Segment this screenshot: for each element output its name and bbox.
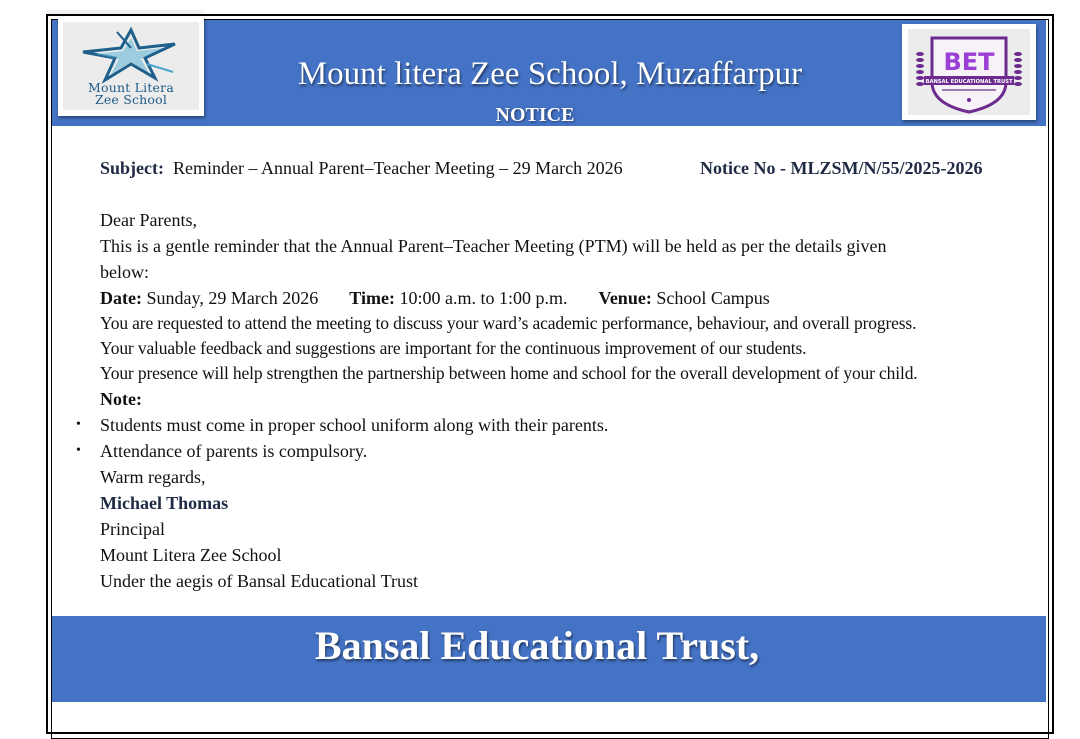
signatory-name: Michael Thomas <box>100 493 229 513</box>
paragraph-3: Your presence will help strengthen the partnership between home and school for the overall development of your child. <box>100 363 918 383</box>
time-label: Time: <box>349 288 395 308</box>
subject-label: Subject: <box>100 158 164 178</box>
trust-logo <box>902 24 1036 120</box>
note-item <box>76 438 1040 464</box>
school-logo-text-line1: Mount Litera <box>88 80 174 95</box>
trust-logo-initials: BET <box>943 48 995 76</box>
notice-number: Notice No - MLZSM/N/55/2025-2026 <box>700 158 983 178</box>
note-item <box>76 412 1040 438</box>
bullet-icon: • <box>76 417 81 432</box>
school-logo <box>58 16 204 116</box>
notice-body <box>76 207 1040 594</box>
trust-shield-icon <box>902 24 1036 120</box>
closing: Warm regards, <box>100 467 206 487</box>
note-item-text: Attendance of parents is compulsory. <box>100 441 368 461</box>
star-icon <box>77 24 185 84</box>
subject-line <box>100 156 623 180</box>
signatory-school: Mount Litera Zee School <box>100 545 282 565</box>
subject-text: Reminder – Annual Parent–Teacher Meeting – 29 March 2026 <box>173 158 623 178</box>
intro-line-1: This is a gentle reminder that the Annual Parent–Teacher Meeting (PTM) will be held as per the details given <box>100 236 887 256</box>
venue-label: Venue: <box>598 288 652 308</box>
note-item-text: Students must come in proper school uniform along with their parents. <box>100 415 609 435</box>
intro-line-2: below: <box>100 262 149 282</box>
footer-title-text: Bansal Educational Trust, <box>314 623 760 668</box>
notice-heading: NOTICE <box>495 104 575 126</box>
trust-logo-banner: BANSAL EDUCATIONAL TRUST <box>925 79 1013 85</box>
school-logo-text-line2: Zee School <box>94 92 168 107</box>
school-logo-background <box>63 22 199 110</box>
paragraph-2: Your valuable feedback and suggestions are important for the continuous improvement of our students. <box>100 338 807 358</box>
note-label-text: Note: <box>100 389 142 409</box>
note-label <box>100 386 1040 412</box>
bullet-icon: • <box>76 443 81 458</box>
time-value: 10:00 a.m. to 1:00 p.m. <box>399 288 568 308</box>
date-value: Sunday, 29 March 2026 <box>146 288 319 308</box>
school-title: Mount litera Zee School, Muzaffarpur <box>297 56 803 92</box>
venue-value: School Campus <box>656 288 770 308</box>
paragraph-1: You are requested to attend the meeting to discuss your ward’s academic performance, behaviour, and overall progress. <box>100 313 917 333</box>
salutation: Dear Parents, <box>100 210 197 230</box>
signatory-aegis: Under the aegis of Bansal Educational Trust <box>100 571 418 591</box>
footer-title <box>52 620 1046 672</box>
date-label: Date: <box>100 288 142 308</box>
meeting-details <box>100 285 1040 311</box>
signatory-designation: Principal <box>100 519 165 539</box>
